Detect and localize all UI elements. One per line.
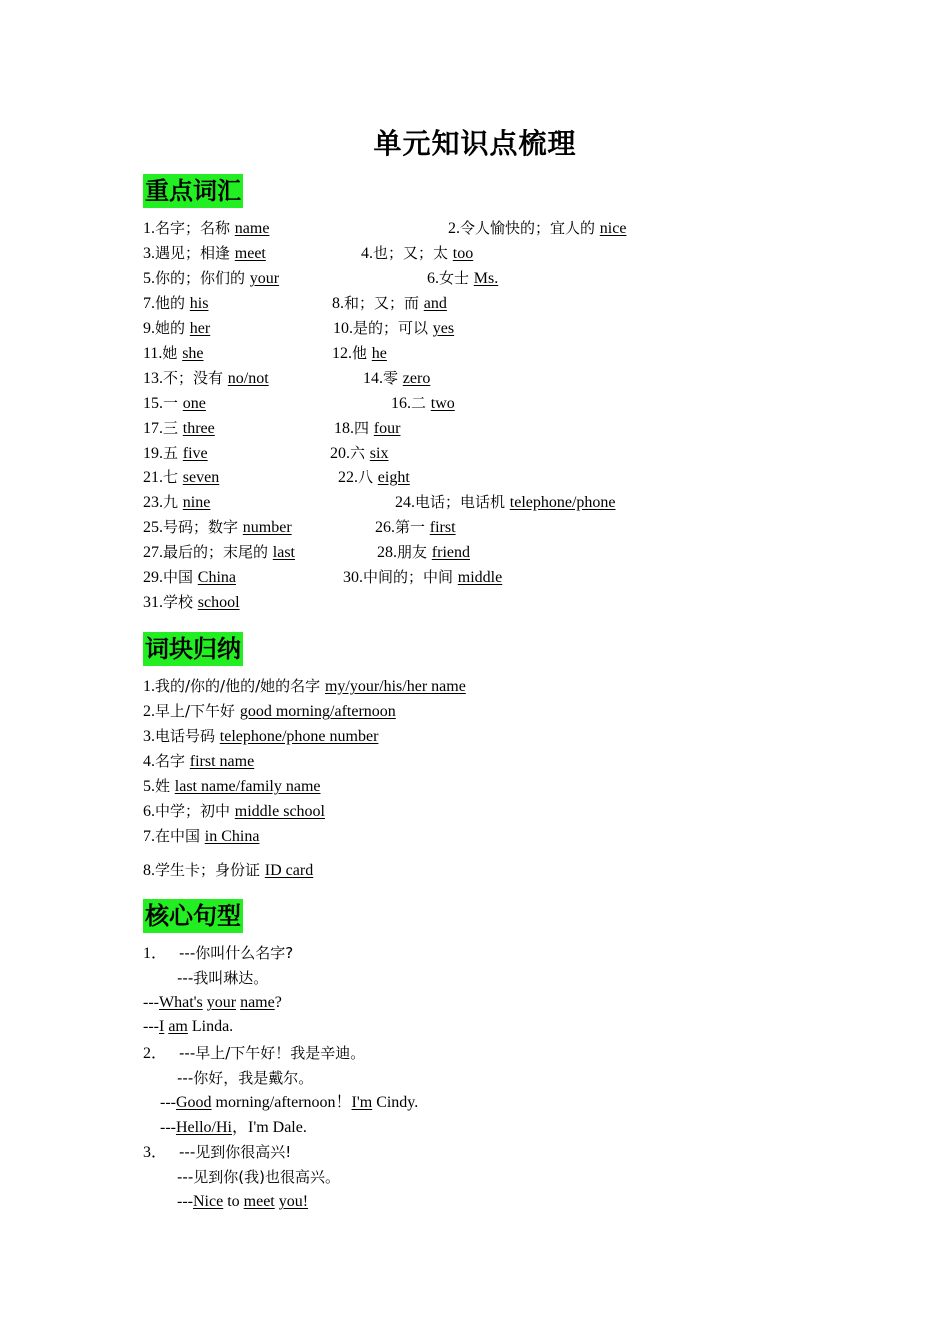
vocab-number: 23. [143,494,163,511]
phrase-english: last name/family name [174,778,321,795]
phrase-chinese: 名字 [155,752,190,770]
sentence-1-question-en: ---What's your name? [143,994,282,1011]
vocab-item [361,243,473,264]
vocab-item [143,393,206,414]
phrase-number: 5. [143,778,155,795]
phrase-english: telephone/phone number [219,728,379,745]
vocab-english: six [369,445,389,462]
vocab-item [143,517,292,538]
phrase-number: 8. [143,862,155,879]
vocab-number: 25. [143,519,163,536]
sentence-3-question-cn: 3． ---见到你很高兴! [143,1143,292,1161]
phrase-chinese: 我的/你的/他的/她的名字 [155,677,325,695]
vocab-item [143,218,269,239]
vocab-number: 28. [377,544,397,561]
vocab-english: meet [234,245,266,262]
vocab-chinese: 她 [162,344,183,362]
phrase-item [143,801,325,822]
phrase-english: good morning/afternoon [239,703,396,720]
vocab-item [343,567,502,588]
vocab-chinese: 是的；可以 [353,319,433,337]
vocab-item [143,592,240,613]
vocab-item [334,418,400,439]
vocab-item [332,293,447,314]
vocab-chinese: 朋友 [397,543,432,561]
vocab-number: 27. [143,544,163,561]
phrase-english: first name [189,753,255,770]
vocab-english: zero [402,370,431,387]
vocab-english: no/not [227,370,269,387]
vocab-number: 5. [143,270,155,287]
vocab-english: first [429,519,456,536]
phrase-item [143,860,313,881]
vocab-chinese: 学校 [163,593,198,611]
section-heading-vocab: 重点词汇 [143,174,243,208]
vocab-item [143,492,210,513]
vocab-chinese: 她的 [155,319,190,337]
phrase-number: 3. [143,728,155,745]
vocab-chinese: 遇见；相逢 [155,244,235,262]
phrase-item [143,751,254,772]
phrase-chinese: 在中国 [155,827,205,845]
sentence-1-answer-en: ---I am Linda. [143,1018,234,1035]
vocab-item [143,542,295,563]
vocab-item [143,368,269,389]
vocab-number: 18. [334,420,354,437]
vocab-item [377,542,470,563]
vocab-english: nine [182,494,211,511]
vocab-item [143,567,236,588]
vocab-item [395,492,616,513]
vocab-english: your [249,270,280,287]
vocab-chinese: 第一 [395,518,430,536]
vocab-item [143,343,204,364]
vocab-number: 7. [143,295,155,312]
page-title: 单元知识点梳理 [373,127,577,160]
vocab-number: 13. [143,370,163,387]
vocab-number: 10. [333,320,353,337]
vocab-english: two [430,395,455,412]
sentence-2-question-en: ---Good morning/afternoon！I'm Cindy. [160,1094,419,1111]
phrase-number: 6. [143,803,155,820]
vocab-item [332,343,387,364]
vocab-number: 17. [143,420,163,437]
vocab-english: middle [457,569,503,586]
vocab-number: 19. [143,445,163,462]
phrase-number: 2. [143,703,155,720]
vocab-chinese: 令人愉快的；宜人的 [460,219,600,237]
vocab-english: China [197,569,236,586]
vocab-english: she [182,345,204,362]
section-heading-phrases: 词块归纳 [143,632,243,666]
vocab-chinese: 四 [354,419,374,437]
phrase-english: ID card [264,862,314,879]
phrase-number: 7. [143,828,155,845]
vocab-english: Ms. [473,270,499,287]
vocab-chinese: 他的 [155,294,190,312]
vocab-english: her [189,320,211,337]
vocab-item [143,318,210,339]
vocab-english: eight [377,469,410,486]
vocab-english: friend [431,544,470,561]
vocab-item [143,293,208,314]
vocab-number: 3. [143,245,155,262]
vocab-english: number [242,519,292,536]
vocab-item [391,393,455,414]
phrase-english: in China [204,828,260,845]
vocab-number: 8. [332,295,344,312]
vocab-chinese: 你的；你们的 [155,269,250,287]
phrase-chinese: 姓 [155,777,175,795]
vocab-chinese: 中国 [163,568,198,586]
vocab-chinese: 女士 [439,269,474,287]
vocab-number: 9. [143,320,155,337]
vocab-chinese: 二 [411,394,431,412]
vocab-chinese: 零 [383,369,403,387]
vocab-english: last [272,544,295,561]
vocab-english: telephone/phone [509,494,616,511]
vocab-chinese: 五 [163,444,183,462]
vocab-item [143,418,215,439]
vocab-item [427,268,498,289]
vocab-item [143,268,279,289]
vocab-item [333,318,454,339]
vocab-number: 24. [395,494,415,511]
vocab-english: he [371,345,387,362]
vocab-chinese: 六 [350,444,370,462]
vocab-chinese: 中间的；中间 [363,568,458,586]
phrase-english: middle school [234,803,325,820]
vocab-chinese: 八 [358,468,378,486]
vocab-item [375,517,456,538]
phrase-english: my/your/his/her name [324,678,466,695]
sentence-1-answer-cn: ---我叫琳达。 [177,969,269,987]
phrase-item [143,776,321,797]
vocab-english: his [189,295,209,312]
sentence-2-answer-en: ---Hello/Hi，I'm Dale. [160,1119,307,1136]
vocab-english: school [197,594,240,611]
section-heading-sentences: 核心句型 [143,899,243,933]
vocab-english: seven [182,469,220,486]
vocab-english: five [182,445,208,462]
vocab-item [143,443,208,464]
vocab-number: 31. [143,594,163,611]
vocab-item [330,443,388,464]
vocab-chinese: 最后的；末尾的 [163,543,273,561]
vocab-number: 15. [143,395,163,412]
vocab-english: one [182,395,206,412]
vocab-chinese: 三 [163,419,183,437]
vocab-chinese: 不；没有 [163,369,228,387]
vocab-english: yes [432,320,455,337]
vocab-chinese: 号码；数字 [163,518,243,536]
phrase-chinese: 学生卡；身份证 [155,861,265,879]
vocab-number: 12. [332,345,352,362]
vocab-number: 30. [343,569,363,586]
vocab-number: 22. [338,469,358,486]
phrase-chinese: 电话号码 [155,727,220,745]
vocab-number: 29. [143,569,163,586]
vocab-chinese: 一 [163,394,183,412]
vocab-chinese: 他 [352,344,372,362]
vocab-item [338,467,410,488]
vocab-number: 4. [361,245,373,262]
vocab-chinese: 名字；名称 [155,219,235,237]
phrase-item [143,726,378,747]
vocab-english: nice [599,220,627,237]
vocab-item [363,368,430,389]
vocab-english: four [373,420,401,437]
sentence-3-en: ---Nice to meet you! [177,1193,309,1210]
vocab-number: 21. [143,469,163,486]
vocab-chinese: 和；又；而 [344,294,424,312]
vocab-english: too [452,245,474,262]
sentence-1-question-cn: 1． ---你叫什么名字? [143,944,294,962]
sentence-2-question-cn: 2． ---早上/下午好！我是辛迪。 [143,1044,366,1062]
sentence-2-answer-cn: ---你好，我是戴尔。 [177,1069,314,1087]
vocab-english: and [423,295,447,312]
vocab-chinese: 也；又；太 [373,244,453,262]
vocab-number: 6. [427,270,439,287]
vocab-item [143,467,219,488]
vocab-number: 2. [448,220,460,237]
phrase-chinese: 中学；初中 [155,802,235,820]
vocab-number: 20. [330,445,350,462]
phrase-item [143,826,259,847]
phrase-item [143,676,466,697]
vocab-item [448,218,626,239]
vocab-number: 26. [375,519,395,536]
vocab-number: 14. [363,370,383,387]
vocab-number: 1. [143,220,155,237]
vocab-english: three [182,420,215,437]
vocab-chinese: 七 [163,468,183,486]
vocab-chinese: 电话；电话机 [415,493,510,511]
vocab-number: 16. [391,395,411,412]
phrase-item [143,701,396,722]
phrase-chinese: 早上/下午好 [155,702,240,720]
vocab-number: 11. [143,345,163,362]
sentence-3-answer-cn: ---见到你(我)也很高兴。 [177,1168,340,1186]
vocab-english: name [234,220,270,237]
vocab-item [143,243,266,264]
phrase-number: 4. [143,753,155,770]
phrase-number: 1. [143,678,155,695]
vocab-chinese: 九 [163,493,183,511]
